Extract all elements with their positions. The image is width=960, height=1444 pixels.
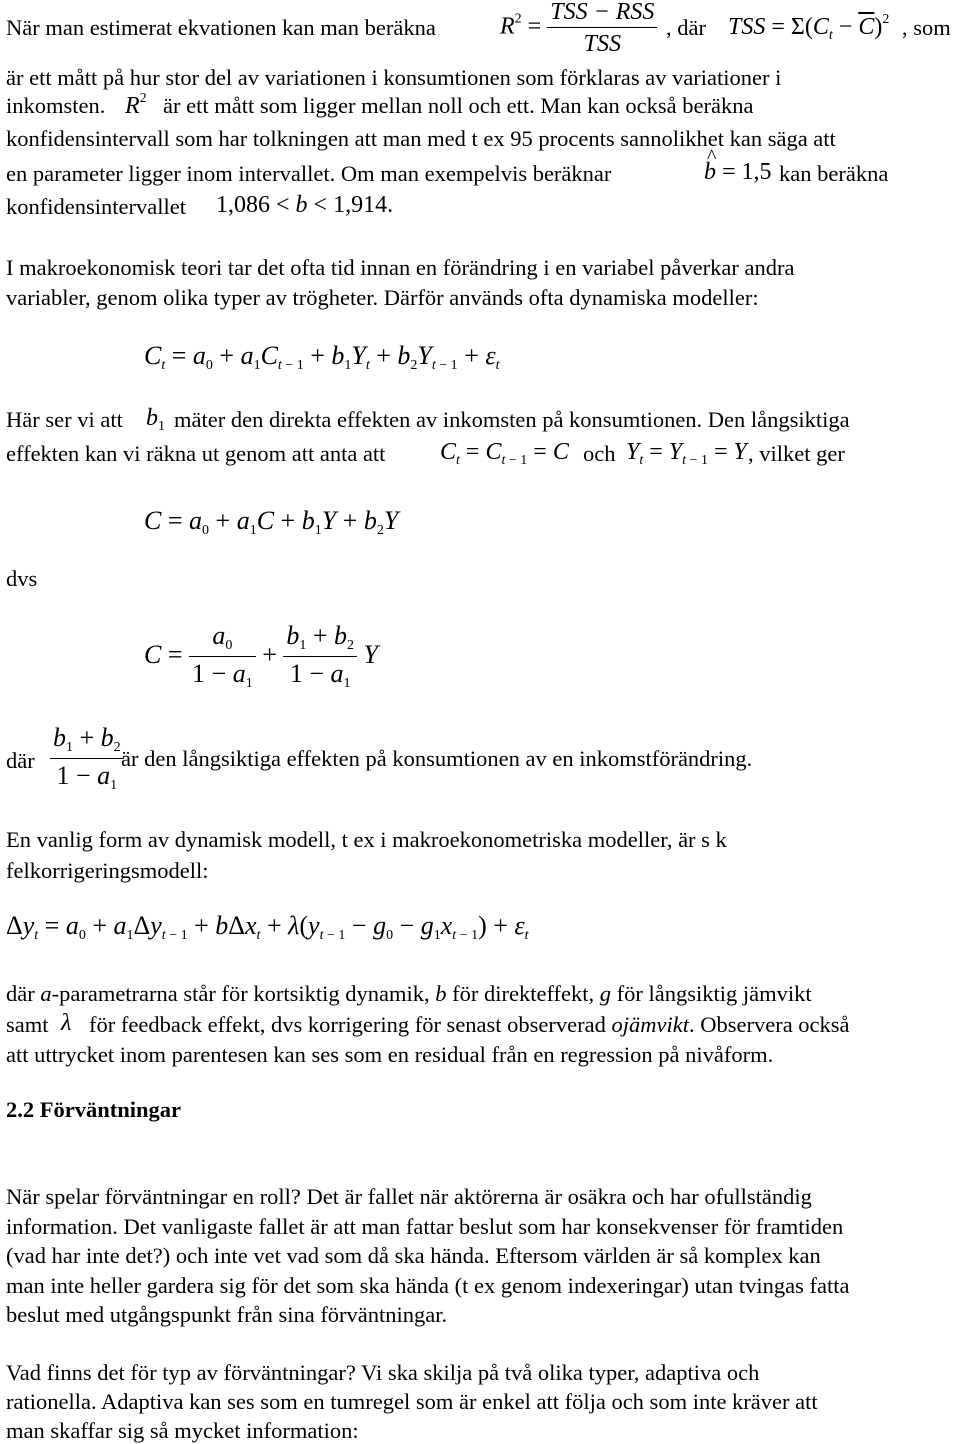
error-correction-equation: $\Delta yt = a_0 + a_1\Delta yt$ $_{- 1}$ + bΔxt + λ(yt $_{- 1} - g_0 - g_1xt$ $_{- 1}$) + εt bbox=[6, 911, 529, 943]
p7-line2: rationella. Adaptiva kan ses som en tumregel som är enkel att följa och som inte kräver att bbox=[6, 1389, 818, 1414]
p5-line1: där a-parametrarna står för kortsiktig dynamik, b för direkteffekt, g för långsiktig jämvikt bbox=[6, 981, 812, 1006]
c-steady-state: $C_t = C_t$ $_{- 1}$ = C bbox=[440, 439, 569, 468]
tss-formula: TSS = $\Sigma(C_t - \overline{C})^2$ bbox=[728, 12, 890, 43]
p7-line3: man skaffar sig så mycket information: bbox=[6, 1418, 359, 1443]
solved-equation: C = $\frac{a_0}{1 - a_1}$ + $\frac{b_1 + b_2}{1 - a_1}$ Y bbox=[144, 621, 378, 691]
p3-line2-och: och bbox=[583, 441, 616, 466]
p4-line1: En vanlig form av dynamisk modell, t ex i makroekonometriska modeller, är s k bbox=[6, 827, 727, 852]
p6-line1: När spelar förväntningar en roll? Det är fallet när aktörerna är osäkra och har ofullständig bbox=[6, 1184, 812, 1209]
p1-line1-dar: , där bbox=[666, 15, 706, 40]
p3-line1-b: mäter den direkta effekten av inkomsten på konsumtionen. Den långsiktiga bbox=[174, 407, 850, 432]
b1-symbol: $b_1$ bbox=[146, 405, 165, 434]
p6-line5: beslut med utgångspunkt från sina förväntningar. bbox=[6, 1302, 448, 1327]
p2-line1: I makroekonomisk teori tar det ofta tid innan en förändring i en variabel påverkar andra bbox=[6, 255, 795, 280]
p1-line4: konfidensintervall som har tolkningen att man med t ex 95 procents sannolikhet kan säga att bbox=[6, 126, 836, 151]
b-hat-value: ^ b = 1,5 bbox=[704, 160, 772, 184]
p1-line5-c: kan beräkna bbox=[779, 161, 889, 186]
p5-line2-a: samt bbox=[6, 1012, 49, 1037]
steady-state-equation: $C = a_0 + a_1C + b_1Y + b_2Y$ bbox=[144, 506, 399, 538]
dvs-text: dvs bbox=[6, 566, 38, 591]
p5-line3: att uttrycket inom parentesen kan ses som en residual från en regression på nivåform. bbox=[6, 1042, 774, 1067]
p3-line2-c: , vilket ger bbox=[748, 441, 845, 466]
section-heading: 2.2 Förväntningar bbox=[6, 1097, 182, 1122]
dar-word: där bbox=[6, 748, 35, 773]
p7-line1: Vad finns det för typ av förväntningar? Vi ska skilja på två olika typer, adaptiva och bbox=[6, 1360, 760, 1385]
p6-line2: information. Det vanligaste fallet är att man fattar beslut som har konsekvenser för framtiden bbox=[6, 1214, 844, 1239]
p1-line5-a: en parameter ligger inom intervallet. Om man exempelvis beräknar bbox=[6, 161, 612, 186]
p1-line1-som: , som bbox=[902, 15, 951, 40]
r2-formula: $R^2$ = $\frac{\text{TSS − RSS}}{\text{TSS}}$ bbox=[500, 0, 657, 56]
confidence-interval: 1,086 < b < 1,914. bbox=[216, 192, 394, 218]
fraction-b: $\frac{b_1 + b_2}{1 - a_1}$ bbox=[283, 623, 357, 691]
lambda-symbol: λ bbox=[61, 1010, 72, 1036]
p1-line1-text: När man estimerat ekvationen kan man beräkna bbox=[6, 15, 436, 40]
r2-symbol: $R^2$ bbox=[125, 91, 147, 119]
fraction-a0: $\frac{a_0}{1 - a_1}$ bbox=[189, 623, 256, 691]
long-run-multiplier: $\frac{b_1 + b_2}{1 - a_1}$ bbox=[50, 725, 124, 793]
p4-line2: felkorrigeringsmodell: bbox=[6, 858, 209, 883]
dar-text: är den långsiktiga effekten på konsumtionen av en inkomstförändring. bbox=[121, 746, 753, 771]
p1-line2: är ett mått på hur stor del av variationen i konsumtionen som förklaras av variationer i bbox=[6, 65, 782, 90]
y-steady-state: $Y_t = Y_t$ $_{- 1}$ = Y bbox=[626, 439, 747, 468]
p1-line3-b: är ett mått som ligger mellan noll och ett. Man kan också beräkna bbox=[163, 93, 754, 118]
p3-line1-a: Här ser vi att bbox=[6, 407, 123, 432]
r2-fraction: $\frac{\text{TSS − RSS}}{\text{TSS}}$ bbox=[547, 0, 657, 56]
dynamic-model-equation: $Ct = a_0 + a_1Ct$ $_{- 1} + b_1Yt + b_2Yt$ $_{- 1}$ + εt bbox=[144, 341, 500, 373]
p1-line6-a: konfidensintervallet bbox=[6, 194, 186, 219]
p5-line2-b: för feedback effekt, dvs korrigering för senast observerad ojämvikt. Observera också bbox=[89, 1012, 850, 1037]
p1-line3-a: inkomsten. bbox=[6, 93, 106, 118]
p3-line2-a: effekten kan vi räkna ut genom att anta att bbox=[6, 441, 386, 466]
p6-line4: man inte heller gardera sig för det som ska hända (t ex genom indexeringar) utan tvingas fatta bbox=[6, 1273, 850, 1298]
p2-line2: variabler, genom olika typer av trögheter. Därför används ofta dynamiska modeller: bbox=[6, 285, 759, 310]
p6-line3: (vad har inte det?) och inte vet vad som då ska hända. Eftersom världen är så komplex kan bbox=[6, 1243, 821, 1268]
